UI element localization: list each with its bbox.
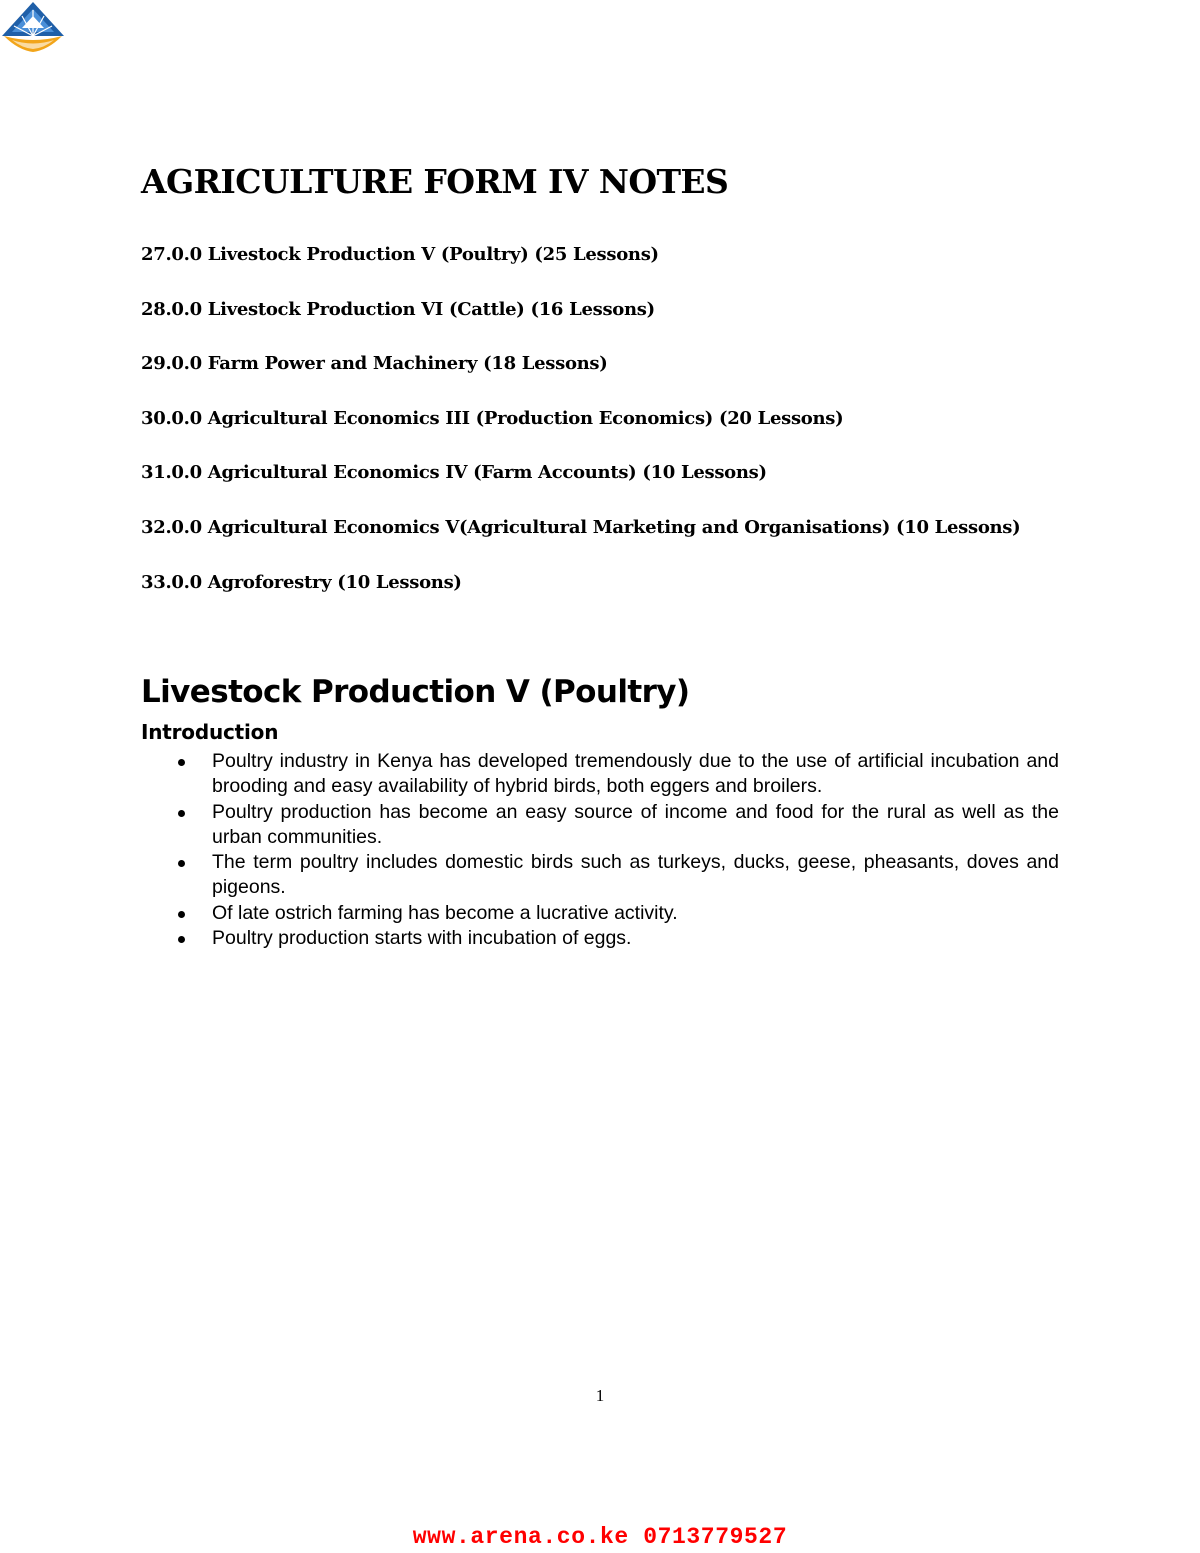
list-item <box>175 901 1059 926</box>
toc-item: 28.0.0 Livestock Production VI (Cattle) (16 Lessons) <box>141 298 655 320</box>
arena-logo-icon <box>0 0 66 58</box>
bullet-icon <box>178 860 185 867</box>
toc-item: 31.0.0 Agricultural Economics IV (Farm Accounts) (10 Lessons) <box>141 462 767 484</box>
page-number: 1 <box>595 1386 605 1405</box>
table-of-contents <box>141 241 1020 623</box>
list-item-text: Poultry industry in Kenya has developed tremendously due to the use of artificial incubation and brooding and easy availability of hybrid birds, both eggers and broilers. <box>212 750 1059 798</box>
document-title: AGRICULTURE FORM IV NOTES <box>141 162 729 201</box>
bullet-icon <box>178 911 185 918</box>
bullet-icon <box>178 936 185 943</box>
bullet-icon <box>178 810 185 817</box>
list-item-text: Of late ostrich farming has become a lucrative activity. <box>212 901 678 924</box>
list-item-text: The term poultry includes domestic birds such as turkeys, ducks, geese, pheasants, doves and pigeons. <box>212 851 1059 899</box>
list-item <box>175 749 1059 800</box>
list-item <box>175 850 1059 901</box>
list-item-text: Poultry production has become an easy source of income and food for the rural as well as the urban communities. <box>212 800 1059 848</box>
section-subheading: Introduction <box>141 720 279 744</box>
list-item-text: Poultry production starts with incubation of eggs. <box>212 927 632 950</box>
footer-contact: www.arena.co.ke 0713779527 <box>412 1524 788 1550</box>
toc-item: 33.0.0 Agroforestry (10 Lessons) <box>141 571 462 593</box>
list-item <box>175 800 1059 851</box>
bullet-icon <box>178 759 185 766</box>
toc-item: 32.0.0 Agricultural Economics V(Agricultural Marketing and Organisations) (10 Lessons) <box>141 516 1021 538</box>
toc-item: 30.0.0 Agricultural Economics III (Production Economics) (20 Lessons) <box>141 407 844 429</box>
bullet-list <box>175 749 1059 951</box>
list-item <box>175 926 1059 951</box>
toc-item: 27.0.0 Livestock Production V (Poultry) (25 Lessons) <box>141 244 659 265</box>
toc-item: 29.0.0 Farm Power and Machinery (18 Lessons) <box>141 353 608 375</box>
section-title: Livestock Production V (Poultry) <box>141 674 690 710</box>
